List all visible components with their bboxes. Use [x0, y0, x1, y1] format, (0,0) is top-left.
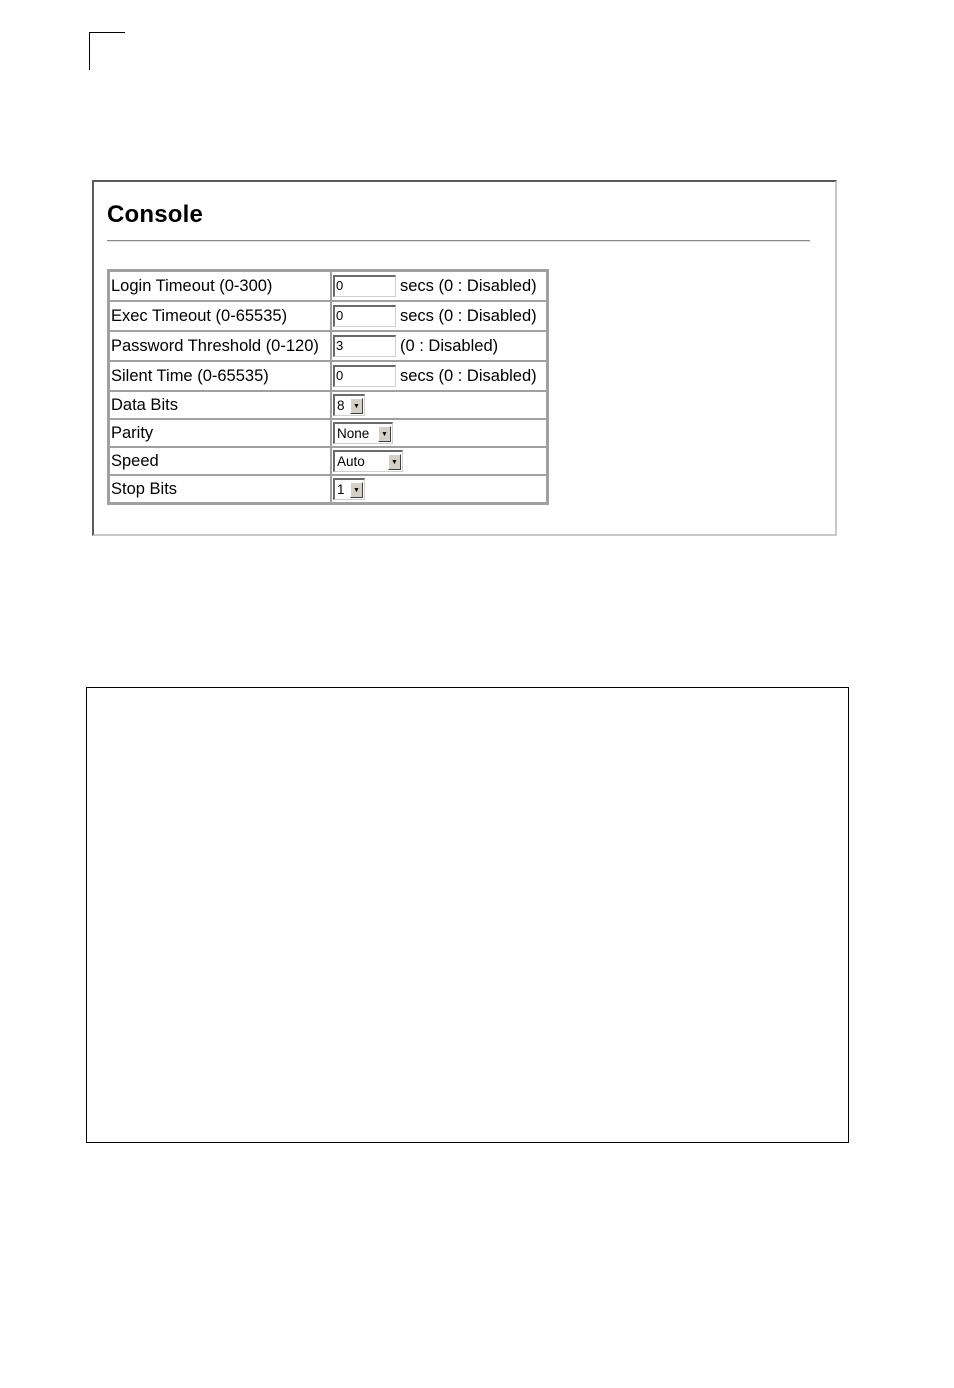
stop-bits-cell — [331, 475, 547, 503]
silent-time-cell — [331, 361, 547, 391]
login-timeout-cell — [331, 271, 547, 301]
console-settings-panel — [92, 180, 837, 536]
table-row — [109, 419, 547, 447]
parity-select[interactable] — [333, 422, 393, 444]
parity-label: Parity — [109, 419, 331, 447]
speed-cell — [331, 447, 547, 475]
chevron-down-icon[interactable]: ▼ — [378, 426, 391, 442]
page-title: Console — [107, 201, 204, 228]
login-timeout-label: Login Timeout (0-300) — [109, 271, 331, 301]
silent-time-label: Silent Time (0-65535) — [109, 361, 331, 391]
table-row — [109, 271, 547, 301]
login-timeout-input[interactable]: 0 — [333, 275, 396, 297]
silent-time-input[interactable]: 0 — [333, 365, 396, 387]
password-threshold-cell — [331, 331, 547, 361]
parity-value: None — [337, 426, 370, 441]
silent-time-unit: secs (0 : Disabled) — [400, 366, 537, 385]
stop-bits-value: 1 — [337, 482, 345, 497]
page-corner-mark — [89, 32, 125, 70]
table-row — [109, 391, 547, 419]
password-threshold-label: Password Threshold (0-120) — [109, 331, 331, 361]
table-row — [109, 475, 547, 503]
table-row — [109, 301, 547, 331]
chevron-down-icon[interactable]: ▼ — [350, 482, 363, 498]
table-row — [109, 447, 547, 475]
empty-content-box — [86, 687, 849, 1143]
stop-bits-label: Stop Bits — [109, 475, 331, 503]
table-row — [109, 331, 547, 361]
speed-value: Auto — [337, 454, 365, 469]
login-timeout-unit: secs (0 : Disabled) — [400, 276, 537, 295]
console-settings-table — [107, 269, 549, 505]
exec-timeout-label: Exec Timeout (0-65535) — [109, 301, 331, 331]
speed-select[interactable] — [333, 450, 403, 472]
password-threshold-unit: (0 : Disabled) — [400, 336, 499, 355]
data-bits-value: 8 — [337, 398, 345, 413]
stop-bits-select[interactable] — [333, 478, 365, 500]
title-divider — [107, 240, 810, 242]
data-bits-select[interactable] — [333, 394, 365, 416]
chevron-down-icon[interactable]: ▼ — [350, 398, 363, 414]
exec-timeout-input[interactable]: 0 — [333, 305, 396, 327]
speed-label: Speed — [109, 447, 331, 475]
data-bits-cell — [331, 391, 547, 419]
exec-timeout-cell — [331, 301, 547, 331]
parity-cell — [331, 419, 547, 447]
chevron-down-icon[interactable]: ▼ — [388, 454, 401, 470]
data-bits-label: Data Bits — [109, 391, 331, 419]
password-threshold-input[interactable]: 3 — [333, 335, 396, 357]
table-row — [109, 361, 547, 391]
exec-timeout-unit: secs (0 : Disabled) — [400, 306, 537, 325]
